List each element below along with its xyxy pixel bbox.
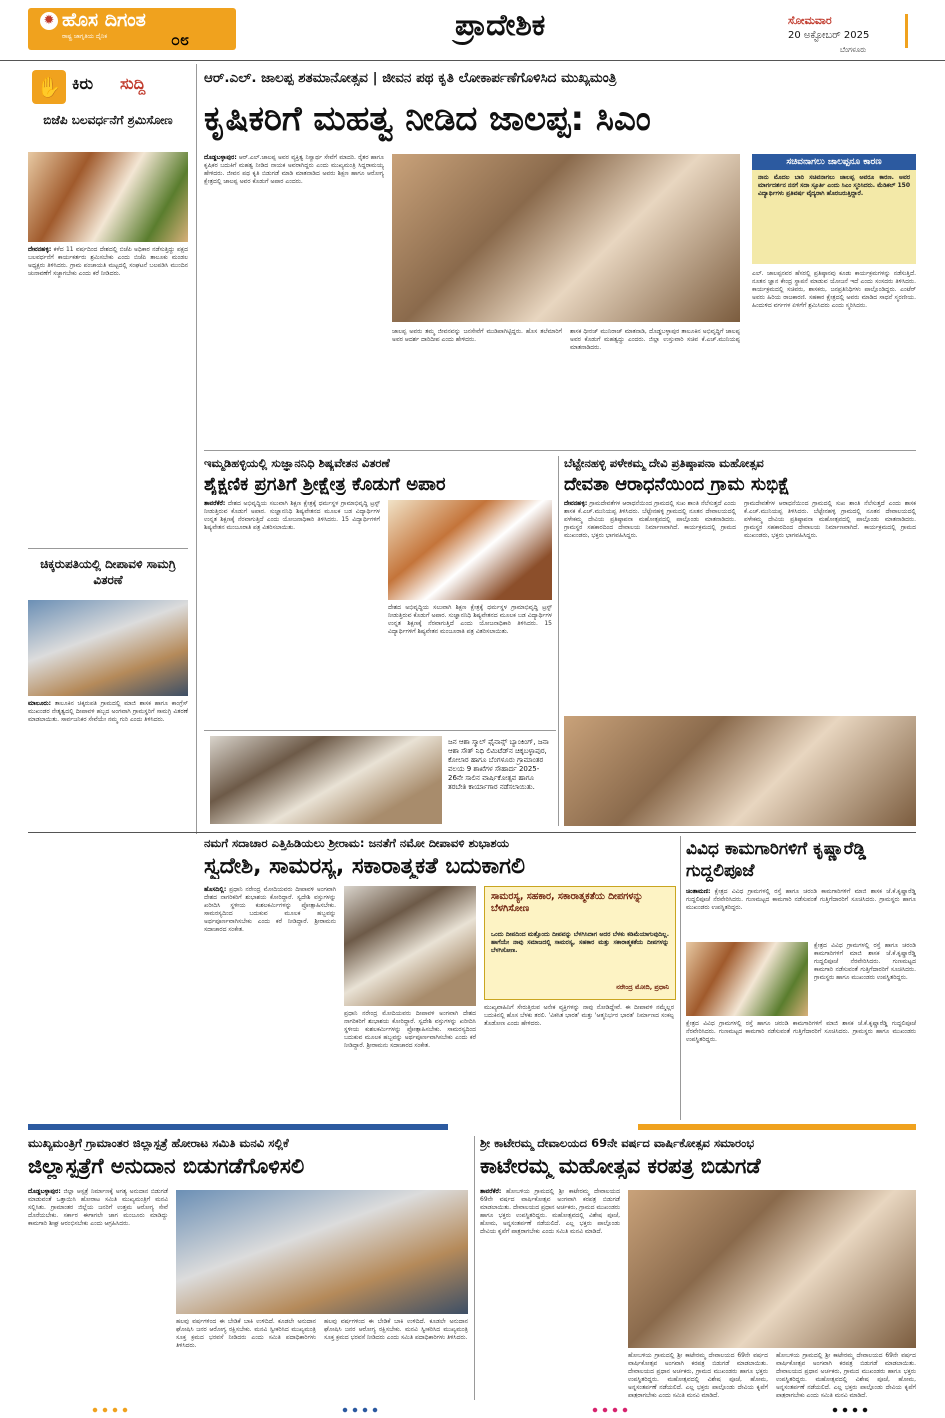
works-photo: [686, 942, 808, 1016]
dateline: ತಾವರೆಕೆರೆ:: [480, 1188, 502, 1195]
sidebar-story1-headline: ಬಿಜೆಪಿ ಬಲವರ್ಧನೆಗೆ ಶ್ರಮಿಸೋಣ: [43, 113, 173, 127]
goddess-body-col2: [744, 500, 916, 710]
works-body-bottom: [686, 1020, 916, 1118]
lead-body-col1: [204, 154, 384, 444]
swadeshi-kicker: ನಮಗೆ ಸದಾಚಾರ ಎತ್ತಿಹಿಡಿಯಲು ಶ್ರೀರಾಮ: ಜನತೆಗೆ ನಮೋ ದೀಪಾವಳಿ ಶುಭಾಶಯ: [204, 836, 510, 850]
story-text: ಎಲ್. ಜಾಲಪ್ಪನವರ ಹೆಸರಲ್ಲಿ ಪ್ರತಿಷ್ಠಾನವು ಕೂಡು ಕಾರ್ಯಕ್ರಮಗಳನ್ನು ನಡೆಸುತ್ತಿದೆ. ನೂತನ ಜ್ಞಾನ ಕೇಂದ್ರ ಸ್ಥಾಪನೆ ಮಾಡುವ ಯೋಜನೆ ಇದೆ ಎಂದು ಸಂಸದರು ತಿಳಿಸಿದರು. ಕಾರ್ಯಕ್ರಮದಲ್ಲಿ ಸಚಿವರು, ಶಾಸಕರು, ಜನಪ್ರತಿನಿಧಿಗಳು ಪಾಲ್ಗೊಂಡಿದ್ದರು.: [752, 270, 916, 293]
kirusuddi-text-2: ಸುದ್ದಿ: [120, 74, 146, 93]
festival-headline: ಕಾಟೇರಮ್ಮ ಮಹೋತ್ಸವ ಕರಪತ್ರ ಬಿಡುಗಡೆ: [480, 1154, 761, 1178]
color-band-orange: [638, 1124, 916, 1130]
city-label: ಬೆಂಗಳೂರು: [840, 46, 867, 54]
color-band-blue: [28, 1124, 448, 1130]
story-text: ಆರ್.ಎಲ್.ಜಾಲಪ್ಪ ಅವರ ವ್ಯಕ್ತಿತ್ವ ನಿಸ್ವಾರ್ಥ ಸೇವೆಗೆ ಮಾದರಿ. ರೈತರ ಹಾಗೂ ಕೃಷಿಕರ ಬದುಕಿಗೆ ಮಹತ್ವ ನೀಡಿದ ನಾಯಕ ಅವರಾಗಿದ್ದರು ಎಂದು ಮುಖ್ಯಮಂತ್ರಿ ಸಿದ್ದರಾಮಯ್ಯ ಹೇಳಿದರು. ಜೀವನ ಪಥ ಕೃತಿ ಬಿಡುಗಡೆ ಮಾಡಿ ಮಾತನಾಡಿದ ಅವರು ಶಿಕ್ಷಣ ಹಾಗೂ ಆರೋಗ್ಯ ಕ್ಷೇತ್ರದಲ್ಲಿ ಜಾಲಪ್ಪ ಅವರ ಕೊಡುಗೆ ಅಪಾರ ಎಂದರು.: [204, 154, 384, 185]
sidebar-story1-photo: [28, 152, 188, 242]
goddess-photo: [564, 716, 916, 826]
swadeshi-body-col2: [344, 1010, 476, 1118]
hospital-body-col3: [324, 1318, 468, 1398]
hospital-kicker: ಮುಖ್ಯಮಂತ್ರಿಗೆ ಗ್ರಾಮಾಂತರ ಜಿಲ್ಲಾಸ್ಪತ್ರೆ ಹೋರಾಟ ಸಮಿತಿ ಮನವಿ ಸಲ್ಲಿಕೆ: [28, 1136, 289, 1150]
story-text: ಮುಖ್ಯವಾಹಿನಿಗೆ ಸೇರುತ್ತಿರುವ ಅನೇಕ ವ್ಯಕ್ತಿಗಳನ್ನು ನಾವು ನೋಡಿದ್ದೇವೆ. ಈ ದೀಪಾವಳಿ ನಮ್ಮೆಲ್ಲರ ಬದುಕಿನಲ್ಲಿ ಹೊಸ ಬೆಳಕು ತರಲಿ. 'ವಿಕಸಿತ ಭಾರತ' ಮತ್ತು 'ಆತ್ಮನಿರ್ಭರ ಭಾರತ' ನಿರ್ಮಾಣದ ಸಂಕಲ್ಪ ತೊಡೋಣ ಎಂದು ಹೇಳಿದರು.: [484, 1004, 674, 1027]
story-text: ಹಲವು ವರ್ಷಗಳಿಂದ ಈ ಬೇಡಿಕೆ ಬಾಕಿ ಉಳಿದಿದೆ. ಕೂಡಲೇ ಅನುದಾನ ಘೋಷಿಸಿ ಜನರ ಆರೋಗ್ಯ ರಕ್ಷಿಸಬೇಕು. ಮನವಿ ಸ್ವೀಕರಿಸಿದ ಮುಖ್ಯಮಂತ್ರಿ ಸೂಕ್ತ ಕ್ರಮದ ಭರವಸೆ ನೀಡಿದರು ಎಂದು ಸಮಿತಿ ಪದಾಧಿಕಾರಿಗಳು ತಿಳಿಸಿದರು.: [176, 1318, 316, 1349]
lead-body-col3: [570, 328, 740, 444]
festival-body-col3: [776, 1352, 916, 1398]
hospital-body-col1: [28, 1188, 168, 1398]
dateline: ತಾವರೆಕೆರೆ:: [204, 500, 226, 507]
goddess-kicker: ಬೆಟ್ಟೇನಹಳ್ಳಿ ಪಳೇಕಮ್ಮ ದೇವಿ ಪ್ರತಿಷ್ಠಾಪನಾ ಮಹೋತ್ಸವ: [564, 456, 764, 470]
festival-body-col1: [480, 1188, 620, 1398]
masthead-divider: [0, 60, 945, 61]
story-text: ಗ್ರಾಮದೇವತೆಗಳ ಆರಾಧನೆಯಿಂದ ಗ್ರಾಮದಲ್ಲಿ ಸುಖ ಶಾಂತಿ ನೆಲೆಸುತ್ತದೆ ಎಂದು ಶಾಸಕ ಕೆ.ಎಚ್.ಮುನಿಯಪ್ಪ ತಿಳಿಸಿದರು. ಬೆಟ್ಟೇನಹಳ್ಳಿ ಗ್ರಾಮದಲ್ಲಿ ನೂತನ ದೇವಾಲಯದಲ್ಲಿ ಪಳೇಕಮ್ಮ ದೇವಿಯ ಪ್ರತಿಷ್ಠಾಪನಾ ಮಹೋತ್ಸವದಲ್ಲಿ ಪಾಲ್ಗೊಂಡು ಮಾತನಾಡಿದರು. ಗ್ರಾಮಸ್ಥರ ಸಹಕಾರದಿಂದ ದೇವಾಲಯ ನಿರ್ಮಾಣವಾಗಿದೆ. ಕಾರ್ಯಕ್ರಮದಲ್ಲಿ ಗ್ರಾಮದ ಮುಖಂಡರು, ಭಕ್ತರು ಭಾಗವಹಿಸಿದ್ದರು.: [564, 500, 736, 539]
lead-headline: ಕೃಷಿಕರಿಗೆ ಮಹತ್ವ ನೀಡಿದ ಜಾಲಪ್ಪ: ಸಿಎಂ: [204, 99, 651, 139]
festival-photo: [628, 1190, 916, 1348]
column-rule-mid: [558, 456, 559, 826]
sidebar-rule: [196, 64, 197, 834]
hospital-photo: [176, 1190, 468, 1314]
brand-name: ಹೊಸ ದಿಗಂತ: [62, 9, 146, 31]
quote-source: ನರೇಂದ್ರ ಮೋದಿ, ಪ್ರಧಾನಿ: [616, 983, 669, 991]
story-text: ಹೋಬಳಿಯ ಗ್ರಾಮದಲ್ಲಿ ಶ್ರೀ ಕಾಟೇರಮ್ಮ ದೇವಾಲಯದ 69ನೇ ವರ್ಷದ ವಾರ್ಷಿಕೋತ್ಸವ ಅಂಗವಾಗಿ ಕರಪತ್ರ ಬಿಡುಗಡೆ ಮಾಡಲಾಯಿತು. ದೇವಾಲಯದ ಪ್ರಧಾನ ಅರ್ಚಕರು, ಗ್ರಾಮದ ಮುಖಂಡರು ಹಾಗೂ ಭಕ್ತರು ಉಪಸ್ಥಿತರಿದ್ದರು. ಮಹೋತ್ಸವದಲ್ಲಿ ವಿಶೇಷ ಪೂಜೆ, ಹೋಮ, ಅನ್ನಸಂತರ್ಪಣೆ ನಡೆಯಲಿದೆ. ಎಲ್ಲ ಭಕ್ತರು ಪಾಲ್ಗೊಂಡು ದೇವಿಯ ಕೃಪೆಗೆ ಪಾತ್ರರಾಗಬೇಕು ಎಂದು ಸಮಿತಿ ಮನವಿ ಮಾಡಿದೆ.: [480, 1188, 620, 1235]
dateline: ದೊಡ್ಡಬಳ್ಳಾಪುರ:: [204, 154, 237, 161]
date-label: 20 ಅಕ್ಟೋಬರ್ 2025: [788, 30, 870, 41]
print-registration-marks: [90, 1406, 870, 1416]
scholarship-body-col2: [388, 604, 552, 726]
sidebar-story1-body: [28, 246, 188, 542]
hand-icon: ✋: [32, 70, 66, 104]
reg-dots-right: [830, 1406, 870, 1414]
lead-photo: [392, 154, 740, 322]
lead-sidebox: [752, 154, 916, 264]
section-title: ಪ್ರಾದೇಶಿಕ: [455, 8, 546, 43]
dateline: ಹೊಸದಿಲ್ಲಿ:: [204, 886, 227, 893]
column-rule-works: [680, 836, 681, 1120]
swadeshi-body-col3: [484, 1004, 674, 1118]
dateline: ಮಾಲೂರು:: [28, 700, 52, 707]
story-text: ತಾಲೂಕಿನ ಚಿಕ್ಕರುಪತಿ ಗ್ರಾಮದಲ್ಲಿ ಮಾಜಿ ಶಾಸಕ ಹಾಗೂ ಕಾಂಗ್ರೆಸ್ ಮುಖಂಡರ ನೇತೃತ್ವದಲ್ಲಿ ದೀಪಾವಳಿ ಹಬ್ಬದ ಅಂಗವಾಗಿ ಗ್ರಾಮಸ್ಥರಿಗೆ ಸಾಮಗ್ರಿ ವಿತರಣೆ ಮಾಡಲಾಯಿತು. ಸಾರ್ವಜನಿಕರ ಸೇವೆಯೇ ನಮ್ಮ ಗುರಿ ಎಂದು ತಿಳಿಸಿದರು.: [28, 700, 188, 723]
page-number: ೦೮: [171, 30, 189, 49]
bank-caption: ಜನ ಆಶಾ ಸ್ಮಾಲ್ ಫೈನಾನ್ಸ್ ಬ್ಯಾಂಕಿಂಗ್, ಜನಾ ಆಶಾ ಸೌತ್ ನಿಧಿ ಲಿಮಿಟೆಡ್‌ನ ಚಿಕ್ಕಬಳ್ಳಾಪುರ, ಕೋಲಾರ ಹಾಗೂ ಬೆಂಗಳೂರು ಗ್ರಾಮಾಂತರ ವಲಯ 9 ಶಾಖೆಗಳ ಸೌಹಾರ್ದ 2025-26ನೇ ಸಾಲಿನ ವಾರ್ಷಿಕೋತ್ಸವ ಹಾಗೂ ತರಬೇತಿ ಕಾರ್ಯಾಗಾರ ನಡೆಸಲಾಯಿತು.: [448, 738, 549, 791]
kirusuddi-logo: [28, 66, 188, 106]
story-text: ಪ್ರಧಾನಿ ನರೇಂದ್ರ ಮೋದಿಯವರು ದೀಪಾವಳಿ ಅಂಗವಾಗಿ ದೇಶದ ನಾಗರಿಕರಿಗೆ ಶುಭಾಶಯ ಕೋರಿದ್ದಾರೆ. ಸ್ವದೇಶಿ ವಸ್ತುಗಳನ್ನು ಖರೀದಿಸಿ ಸ್ಥಳೀಯ ಕುಶಲಕರ್ಮಿಗಳನ್ನು ಪ್ರೋತ್ಸಾಹಿಸಬೇಕು. ಸಾಮರಸ್ಯದಿಂದ ಬದುಕುವ ಮೂಲಕ ಹಬ್ಬವನ್ನು ಅರ್ಥಪೂರ್ಣವಾಗಿಸಬೇಕು ಎಂದು ಕರೆ ನೀಡಿದ್ದಾರೆ. ಶ್ರೀರಾಮನು ಸದಾಚಾರದ ಸಂಕೇತ.: [204, 886, 336, 933]
modi-photo: [344, 886, 476, 1006]
scholarship-body-col1: [204, 500, 380, 726]
scholarship-photo: [388, 500, 552, 600]
story-text: ಹೋಬಳಿಯ ಗ್ರಾಮದಲ್ಲಿ ಶ್ರೀ ಕಾಟೇರಮ್ಮ ದೇವಾಲಯದ 69ನೇ ವರ್ಷದ ವಾರ್ಷಿಕೋತ್ಸವ ಅಂಗವಾಗಿ ಕರಪತ್ರ ಬಿಡುಗಡೆ ಮಾಡಲಾಯಿತು. ದೇವಾಲಯದ ಪ್ರಧಾನ ಅರ್ಚಕರು, ಗ್ರಾಮದ ಮುಖಂಡರು ಹಾಗೂ ಭಕ್ತರು ಉಪಸ್ಥಿತರಿದ್ದರು. ಮಹೋತ್ಸವದಲ್ಲಿ ವಿಶೇಷ ಪೂಜೆ, ಹೋಮ, ಅನ್ನಸಂತರ್ಪಣೆ ನಡೆಯಲಿದೆ. ಎಲ್ಲ ಭಕ್ತರು ಪಾಲ್ಗೊಂಡು ದೇವಿಯ ಕೃಪೆಗೆ ಪಾತ್ರರಾಗಬೇಕು ಎಂದು ಸಮಿತಿ ಮನವಿ ಮಾಡಿದೆ.: [776, 1352, 916, 1398]
column-rule-bottom: [474, 1136, 475, 1400]
kirusuddi-text-1: ಕಿರು: [72, 74, 94, 93]
goddess-body-col1: [564, 500, 736, 710]
brand-tagline: ರಾಷ್ಟ್ರ ಜಾಗೃತಿಯ ದೈನಿಕ: [62, 33, 108, 40]
color-band: [28, 1124, 916, 1130]
masthead: [0, 0, 945, 58]
scholarship-headline: ಶೈಕ್ಷಣಿಕ ಪ್ರಗತಿಗೆ ಶ್ರೀಕ್ಷೇತ್ರ ಕೊಡುಗೆ ಅಪಾರ: [204, 474, 446, 495]
sidebar-story2-body: [28, 700, 188, 824]
bank-divider: [204, 730, 556, 731]
works-headline: ವಿವಿಧ ಕಾಮಗಾರಿಗಳಿಗೆ ಕೃಷ್ಣಾರೆಡ್ಡಿ ಗುದ್ದಲಿಪೂಜೆ: [686, 839, 867, 881]
scholarship-kicker: ಇಮ್ಮಡಿಹಳ್ಳಿಯಲ್ಲಿ ಸುಜ್ಞಾನನಿಧಿ ಶಿಷ್ಯವೇತನ ವಿತರಣೆ: [204, 456, 390, 470]
hospital-headline: ಜಿಲ್ಲಾಸ್ಪತ್ರೆಗೆ ಅನುದಾನ ಬಿಡುಗಡೆಗೊಳಿಸಲಿ: [28, 1154, 305, 1178]
dateline: ದೊಡ್ಡಬಳ್ಳಾಪುರ:: [28, 1188, 61, 1195]
story-text: ಶಾಸಕ ಧೀರಜ್ ಮುನಿರಾಜ್ ಮಾತನಾಡಿ, ದೊಡ್ಡಬಳ್ಳಾಪುರ ತಾಲೂಕಿನ ಅಭಿವೃದ್ಧಿಗೆ ಜಾಲಪ್ಪ ಅವರ ಕೊಡುಗೆ ಮಹತ್ವದ್ದು ಎಂದರು. ಜಿಲ್ಲಾ ಉಸ್ತುವಾರಿ ಸಚಿವ ಕೆ.ಎಚ್.ಮುನಿಯಪ್ಪ ಮಾತನಾಡಿದರು.: [570, 328, 740, 351]
story-text: ಜಿಲ್ಲಾ ಆಸ್ಪತ್ರೆ ನಿರ್ಮಾಣಕ್ಕೆ ಅಗತ್ಯ ಅನುದಾನ ಬಿಡುಗಡೆ ಮಾಡುವಂತೆ ಒತ್ತಾಯಿಸಿ ಹೋರಾಟ ಸಮಿತಿ ಮುಖ್ಯಮಂತ್ರಿಗೆ ಮನವಿ ಸಲ್ಲಿಸಿತು. ಗ್ರಾಮಾಂತರ ಜಿಲ್ಲೆಯ ಜನರಿಗೆ ಉತ್ತಮ ಆರೋಗ್ಯ ಸೇವೆ ದೊರೆಯಬೇಕು. ಸರ್ಕಾರ ಈಗಾಗಲೇ ಜಾಗ ಮಂಜೂರು ಮಾಡಿದ್ದು ಕಾಮಗಾರಿ ಶೀಘ್ರ ಆರಂಭಿಸಬೇಕು ಎಂದು ಆಗ್ರಹಿಸಿದರು.: [28, 1188, 168, 1227]
story-text: ಜಾಲಪ್ಪ ಅವರು ತಮ್ಮ ಜೀವನವನ್ನು ಜನಸೇವೆಗೆ ಮುಡಿಪಾಗಿಟ್ಟಿದ್ದರು. ಹೊಸ ತಲೆಮಾರಿಗೆ ಅವರ ಆದರ್ಶ ದಾರಿದೀಪ ಎಂದು ಹೇಳಿದರು.: [392, 328, 562, 343]
swadeshi-headline: ಸ್ವದೇಶಿ, ಸಾಮರಸ್ಯ, ಸಕಾರಾತ್ಮಕತೆ ಬದುಕಾಗಲಿ: [204, 854, 526, 879]
hospital-body-col2: [176, 1318, 316, 1398]
story-text: ಕಳೆದ 11 ವರ್ಷದಿಂದ ದೇಶದಲ್ಲಿ ಬಿಜೆಪಿ ಅಧಿಕಾರ ನಡೆಸುತ್ತಿದ್ದು ಪಕ್ಷದ ಬಲವರ್ಧನೆಗೆ ಕಾರ್ಯಕರ್ತರು ಶ್ರಮಿಸಬೇಕು ಎಂದು ಬಿಜೆಪಿ ತಾಲೂಕು ಮಂಡಲ ಅಧ್ಯಕ್ಷರು ತಿಳಿಸಿದರು. ಗ್ರಾಮ ಪಂಚಾಯತಿ ಮಟ್ಟದಲ್ಲಿ ಸಂಘಟನೆ ಬಲಪಡಿಸಿ ಮುಂದಿನ ಚುನಾವಣೆಗೆ ಸಜ್ಜಾಗಬೇಕು ಎಂದು ಕರೆ ನೀಡಿದರು.: [28, 246, 188, 277]
sidebar-divider: [28, 548, 188, 549]
story-text: ಕ್ಷೇತ್ರದ ವಿವಿಧ ಗ್ರಾಮಗಳಲ್ಲಿ ರಸ್ತೆ ಹಾಗೂ ಚರಂಡಿ ಕಾಮಗಾರಿಗಳಿಗೆ ಮಾಜಿ ಶಾಸಕ ಜೆ.ಕೆ.ಕೃಷ್ಣಾರೆಡ್ಡಿ ಗುದ್ದಲಿಪೂಜೆ ನೆರವೇರಿಸಿದರು. ಗುಣಮಟ್ಟದ ಕಾಮಗಾರಿ ನಡೆಸುವಂತೆ ಗುತ್ತಿಗೆದಾರರಿಗೆ ಸೂಚಿಸಿದರು. ಗ್ರಾಮಸ್ಥರು ಹಾಗೂ ಮುಖಂಡರು ಉಪಸ್ಥಿತರಿದ್ದರು.: [686, 888, 916, 911]
festival-body-col2: [628, 1352, 768, 1398]
works-body-side: [814, 942, 916, 1016]
lead-divider: [204, 450, 916, 451]
bank-photo: [210, 736, 442, 824]
reg-dots-mid: [340, 1406, 380, 1414]
quote-text: ಒಂದು ದೀಪದಿಂದ ಮತ್ತೊಂದು ದೀಪವನ್ನು ಬೆಳಗಿಸಿದಾಗ ಅದರ ಬೆಳಕು ಕಡಿಮೆಯಾಗುವುದಿಲ್ಲ. ಹಾಗೆಯೇ ನಾವು ಸಮಾಜದಲ್ಲಿ ಸಾಮರಸ್ಯ, ಸಹಕಾರ ಮತ್ತು ಸಕಾರಾತ್ಮಕತೆಯ ದೀಪಗಳನ್ನು ಬೆಳಗಿಸೋಣ.: [491, 931, 669, 954]
sidebar-story2-photo: [28, 600, 188, 696]
story-text: ಹೋಬಳಿಯ ಗ್ರಾಮದಲ್ಲಿ ಶ್ರೀ ಕಾಟೇರಮ್ಮ ದೇವಾಲಯದ 69ನೇ ವರ್ಷದ ವಾರ್ಷಿಕೋತ್ಸವ ಅಂಗವಾಗಿ ಕರಪತ್ರ ಬಿಡುಗಡೆ ಮಾಡಲಾಯಿತು. ದೇವಾಲಯದ ಪ್ರಧಾನ ಅರ್ಚಕರು, ಗ್ರಾಮದ ಮುಖಂಡರು ಹಾಗೂ ಭಕ್ತರು ಉಪಸ್ಥಿತರಿದ್ದರು. ಮಹೋತ್ಸವದಲ್ಲಿ ವಿಶೇಷ ಪೂಜೆ, ಹೋಮ, ಅನ್ನಸಂತರ್ಪಣೆ ನಡೆಯಲಿದೆ. ಎಲ್ಲ ಭಕ್ತರು ಪಾಲ್ಗೊಂಡು ದೇವಿಯ ಕೃಪೆಗೆ ಪಾತ್ರರಾಗಬೇಕು ಎಂದು ಸಮಿತಿ ಮನವಿ ಮಾಡಿದೆ.: [628, 1352, 768, 1398]
story-text: ಎಂಟೆರ್ ಅವರು ಹಿರಿಯ ರಾಜಕಾರಣಿ. ಸಹಕಾರ ಕ್ಷೇತ್ರದಲ್ಲಿ ಅವರು ಮಾಡಿದ ಸಾಧನೆ ಸ್ಮರಣೀಯ. ಹಿಂದುಳಿದ ವರ್ಗಗಳ ಏಳಿಗೆಗೆ ಶ್ರಮಿಸಿದರು ಎಂದು ಸ್ಮರಿಸಿದರು.: [752, 286, 916, 309]
reg-dots-left: [90, 1406, 130, 1414]
goddess-headline: ದೇವತಾ ಆರಾಧನೆಯಿಂದ ಗ್ರಾಮ ಸುಭಿಕ್ಷೆ: [564, 474, 790, 495]
festival-kicker: ಶ್ರೀ ಕಾಟೇರಮ್ಮ ದೇವಾಲಯದ 69ನೇ ವರ್ಷದ ವಾರ್ಷಿಕೋತ್ಸವ ಸಮಾರಂಭ: [480, 1136, 755, 1150]
swadeshi-quote-box: [484, 886, 676, 1000]
dateline: ಚಿಂತಾಮಣಿ:: [686, 888, 711, 895]
works-body-top: [686, 888, 916, 938]
story-text: ಕ್ಷೇತ್ರದ ವಿವಿಧ ಗ್ರಾಮಗಳಲ್ಲಿ ರಸ್ತೆ ಹಾಗೂ ಚರಂಡಿ ಕಾಮಗಾರಿಗಳಿಗೆ ಮಾಜಿ ಶಾಸಕ ಜೆ.ಕೆ.ಕೃಷ್ಣಾರೆಡ್ಡಿ ಗುದ್ದಲಿಪೂಜೆ ನೆರವೇರಿಸಿದರು. ಗುಣಮಟ್ಟದ ಕಾಮಗಾರಿ ನಡೆಸುವಂತೆ ಗುತ್ತಿಗೆದಾರರಿಗೆ ಸೂಚಿಸಿದರು. ಗ್ರಾಮಸ್ಥರು ಹಾಗೂ ಮುಖಂಡರು ಉಪಸ್ಥಿತರಿದ್ದರು.: [814, 942, 916, 981]
lead-body-col4: [752, 270, 916, 444]
sidebox-title: ಸಚಿವನಾಗಲು ಜಾಲಪ್ಪನೂ ಕಾರಣ: [752, 154, 916, 170]
day-label: ಸೋಮವಾರ: [788, 14, 832, 27]
sidebar-story2-headline: ಚಿಕ್ಕರುಪತಿಯಲ್ಲಿ ದೀಪಾವಳಿ ಸಾಮಗ್ರಿ ವಿತರಣೆ: [40, 557, 176, 587]
mid-divider: [28, 832, 916, 833]
masthead-accent: [905, 14, 908, 48]
story-text: ಪ್ರಧಾನಿ ನರೇಂದ್ರ ಮೋದಿಯವರು ದೀಪಾವಳಿ ಅಂಗವಾಗಿ ದೇಶದ ನಾಗರಿಕರಿಗೆ ಶುಭಾಶಯ ಕೋರಿದ್ದಾರೆ. ಸ್ವದೇಶಿ ವಸ್ತುಗಳನ್ನು ಖರೀದಿಸಿ ಸ್ಥಳೀಯ ಕುಶಲಕರ್ಮಿಗಳನ್ನು ಪ್ರೋತ್ಸಾಹಿಸಬೇಕು. ಸಾಮರಸ್ಯದಿಂದ ಬದುಕುವ ಮೂಲಕ ಹಬ್ಬವನ್ನು ಅರ್ಥಪೂರ್ಣವಾಗಿಸಬೇಕು ಎಂದು ಕರೆ ನೀಡಿದ್ದಾರೆ. ಶ್ರೀರಾಮನು ಸದಾಚಾರದ ಸಂಕೇತ.: [344, 1010, 476, 1049]
story-text: ಗ್ರಾಮದೇವತೆಗಳ ಆರಾಧನೆಯಿಂದ ಗ್ರಾಮದಲ್ಲಿ ಸುಖ ಶಾಂತಿ ನೆಲೆಸುತ್ತದೆ ಎಂದು ಶಾಸಕ ಕೆ.ಎಚ್.ಮುನಿಯಪ್ಪ ತಿಳಿಸಿದರು. ಬೆಟ್ಟೇನಹಳ್ಳಿ ಗ್ರಾಮದಲ್ಲಿ ನೂತನ ದೇವಾಲಯದಲ್ಲಿ ಪಳೇಕಮ್ಮ ದೇವಿಯ ಪ್ರತಿಷ್ಠಾಪನಾ ಮಹೋತ್ಸವದಲ್ಲಿ ಪಾಲ್ಗೊಂಡು ಮಾತನಾಡಿದರು. ಗ್ರಾಮಸ್ಥರ ಸಹಕಾರದಿಂದ ದೇವಾಲಯ ನಿರ್ಮಾಣವಾಗಿದೆ. ಕಾರ್ಯಕ್ರಮದಲ್ಲಿ ಗ್ರಾಮದ ಮುಖಂಡರು, ಭಕ್ತರು ಭಾಗವಹಿಸಿದ್ದರು.: [744, 500, 916, 539]
swadeshi-body-col1: [204, 886, 336, 1118]
quote-title: ಸಾಮರಸ್ಯ, ಸಹಕಾರ, ಸಕಾರಾತ್ಮಕತೆಯ ದೀಪಗಳನ್ನು ಬೆಳಗಿಸೋಣ: [491, 891, 644, 914]
reg-dots-mid2: [590, 1406, 630, 1414]
story-text: ಹಲವು ವರ್ಷಗಳಿಂದ ಈ ಬೇಡಿಕೆ ಬಾಕಿ ಉಳಿದಿದೆ. ಕೂಡಲೇ ಅನುದಾನ ಘೋಷಿಸಿ ಜನರ ಆರೋಗ್ಯ ರಕ್ಷಿಸಬೇಕು. ಮನವಿ ಸ್ವೀಕರಿಸಿದ ಮುಖ್ಯಮಂತ್ರಿ ಸೂಕ್ತ ಕ್ರಮದ ಭರವಸೆ ನೀಡಿದರು ಎಂದು ಸಮಿತಿ ಪದಾಧಿಕಾರಿಗಳು ತಿಳಿಸಿದರು.: [324, 1318, 468, 1341]
dateline: ದೇವನಹಳ್ಳಿ:: [564, 500, 588, 507]
dateline: ದೇವನಹಳ್ಳಿ:: [28, 246, 52, 253]
story-text: ದೇಶದ ಅಭಿವೃದ್ಧಿಯ ಸಲುವಾಗಿ ಶಿಕ್ಷಣ ಕ್ಷೇತ್ರಕ್ಕೆ ಧರ್ಮಸ್ಥಳ ಗ್ರಾಮಾಭಿವೃದ್ಧಿ ಟ್ರಸ್ಟ್ ನೀಡುತ್ತಿರುವ ಕೊಡುಗೆ ಅಪಾರ. ಸುಜ್ಞಾನನಿಧಿ ಶಿಷ್ಯವೇತನದ ಮೂಲಕ ಬಡ ವಿದ್ಯಾರ್ಥಿಗಳ ಉನ್ನತ ಶಿಕ್ಷಣಕ್ಕೆ ನೆರವಾಗುತ್ತಿದೆ ಎಂದು ಯೋಜನಾಧಿಕಾರಿ ತಿಳಿಸಿದರು. 15 ವಿದ್ಯಾರ್ಥಿಗಳಿಗೆ ಶಿಷ್ಯವೇತನ ಮಂಜೂರಾತಿ ಪತ್ರ ವಿತರಿಸಲಾಯಿತು.: [204, 500, 380, 531]
lamp-icon: ✹: [40, 12, 58, 30]
story-text: ದೇಶದ ಅಭಿವೃದ್ಧಿಯ ಸಲುವಾಗಿ ಶಿಕ್ಷಣ ಕ್ಷೇತ್ರಕ್ಕೆ ಧರ್ಮಸ್ಥಳ ಗ್ರಾಮಾಭಿವೃದ್ಧಿ ಟ್ರಸ್ಟ್ ನೀಡುತ್ತಿರುವ ಕೊಡುಗೆ ಅಪಾರ. ಸುಜ್ಞಾನನಿಧಿ ಶಿಷ್ಯವೇತನದ ಮೂಲಕ ಬಡ ವಿದ್ಯಾರ್ಥಿಗಳ ಉನ್ನತ ಶಿಕ್ಷಣಕ್ಕೆ ನೆರವಾಗುತ್ತಿದೆ ಎಂದು ಯೋಜನಾಧಿಕಾರಿ ತಿಳಿಸಿದರು. 15 ವಿದ್ಯಾರ್ಥಿಗಳಿಗೆ ಶಿಷ್ಯವೇತನ ಮಂಜೂರಾತಿ ಪತ್ರ ವಿತರಿಸಲಾಯಿತು.: [388, 604, 552, 635]
lead-kicker: ಆರ್.ಎಲ್. ಜಾಲಪ್ಪ ಶತಮಾನೋತ್ಸವ | ಜೀವನ ಪಥ ಕೃತಿ ಲೋಕಾರ್ಪಣೆಗೊಳಿಸಿದ ಮುಖ್ಯಮಂತ್ರಿ: [204, 70, 617, 86]
story-text: ಕ್ಷೇತ್ರದ ವಿವಿಧ ಗ್ರಾಮಗಳಲ್ಲಿ ರಸ್ತೆ ಹಾಗೂ ಚರಂಡಿ ಕಾಮಗಾರಿಗಳಿಗೆ ಮಾಜಿ ಶಾಸಕ ಜೆ.ಕೆ.ಕೃಷ್ಣಾರೆಡ್ಡಿ ಗುದ್ದಲಿಪೂಜೆ ನೆರವೇರಿಸಿದರು. ಗುಣಮಟ್ಟದ ಕಾಮಗಾರಿ ನಡೆಸುವಂತೆ ಗುತ್ತಿಗೆದಾರರಿಗೆ ಸೂಚಿಸಿದರು. ಗ್ರಾಮಸ್ಥರು ಹಾಗೂ ಮುಖಂಡರು ಉಪಸ್ಥಿತರಿದ್ದರು.: [686, 1020, 916, 1043]
lead-body-col2: [392, 328, 562, 444]
sidebox-text: ನಾನು ಮೊದಲ ಬಾರಿ ಸಚಿವನಾಗಲು ಜಾಲಪ್ಪ ಅವರೂ ಕಾರಣ. ಅವರ ಮಾರ್ಗದರ್ಶನ ನನಗೆ ಸದಾ ಸ್ಫೂರ್ತಿ ಎಂದು ಸಿಎಂ ಸ್ಮರಿಸಿದರು. ಮೆಡಿಕಲ್ 150 ವಿದ್ಯಾರ್ಥಿಗಳು ಪ್ರತಿವರ್ಷ ವೈದ್ಯರಾಗಿ ಹೊರಬರುತ್ತಿದ್ದಾರೆ.: [758, 174, 910, 197]
